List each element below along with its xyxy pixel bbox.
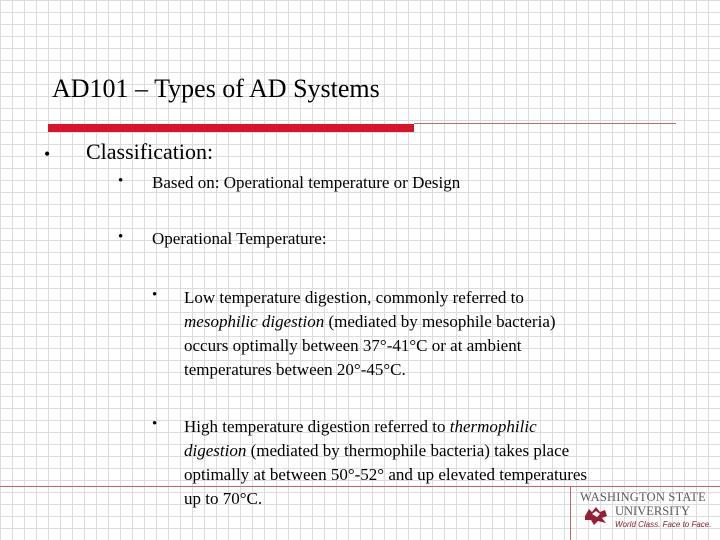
slide-title: AD101 – Types of AD Systems [52,74,380,103]
bullet-l1: • [44,144,51,164]
wsu-logo-line2: UNIVERSITY [615,504,690,518]
para1-line2: mesophilic digestion (mediated by mesophile bacteria) [184,312,556,331]
title-rule-thin [414,123,676,124]
para1-line1: Low temperature digestion, commonly referred to [184,288,524,307]
bullet-based-on: Based on: Operational temperature or Design [152,173,461,192]
paragraph-low-temperature [184,286,674,382]
bullet-l2b: • [118,229,124,245]
title-rule-red [48,124,414,132]
para2-line4: up to 70°C. [184,489,263,508]
footer-rule-vertical [570,486,571,540]
footer-rule [0,486,720,487]
bullet-l2a: • [118,173,124,189]
para2-line3: optimally at between 50°-52° and up elevated temperatures [184,465,588,484]
bullet-l3a: • [152,287,158,303]
bullet-l3b: • [152,416,158,432]
bullet-operational-temperature: Operational Temperature: [152,229,327,248]
para2-line1: High temperature digestion referred to thermophilic [184,417,537,436]
para2-line2: digestion (mediated by thermophile bacteria) takes place [184,441,570,460]
para1-line3: occurs optimally between 37°-41°C or at ambient [184,336,522,355]
para1-line4: temperatures between 20°-45°C. [184,360,406,379]
wsu-cougar-icon [582,505,610,527]
wsu-logo-line1: WASHINGTON STATE [580,490,706,504]
wsu-logo-tagline: World Class. Face to Face. [615,520,712,529]
bullet-classification: Classification: [86,139,214,164]
